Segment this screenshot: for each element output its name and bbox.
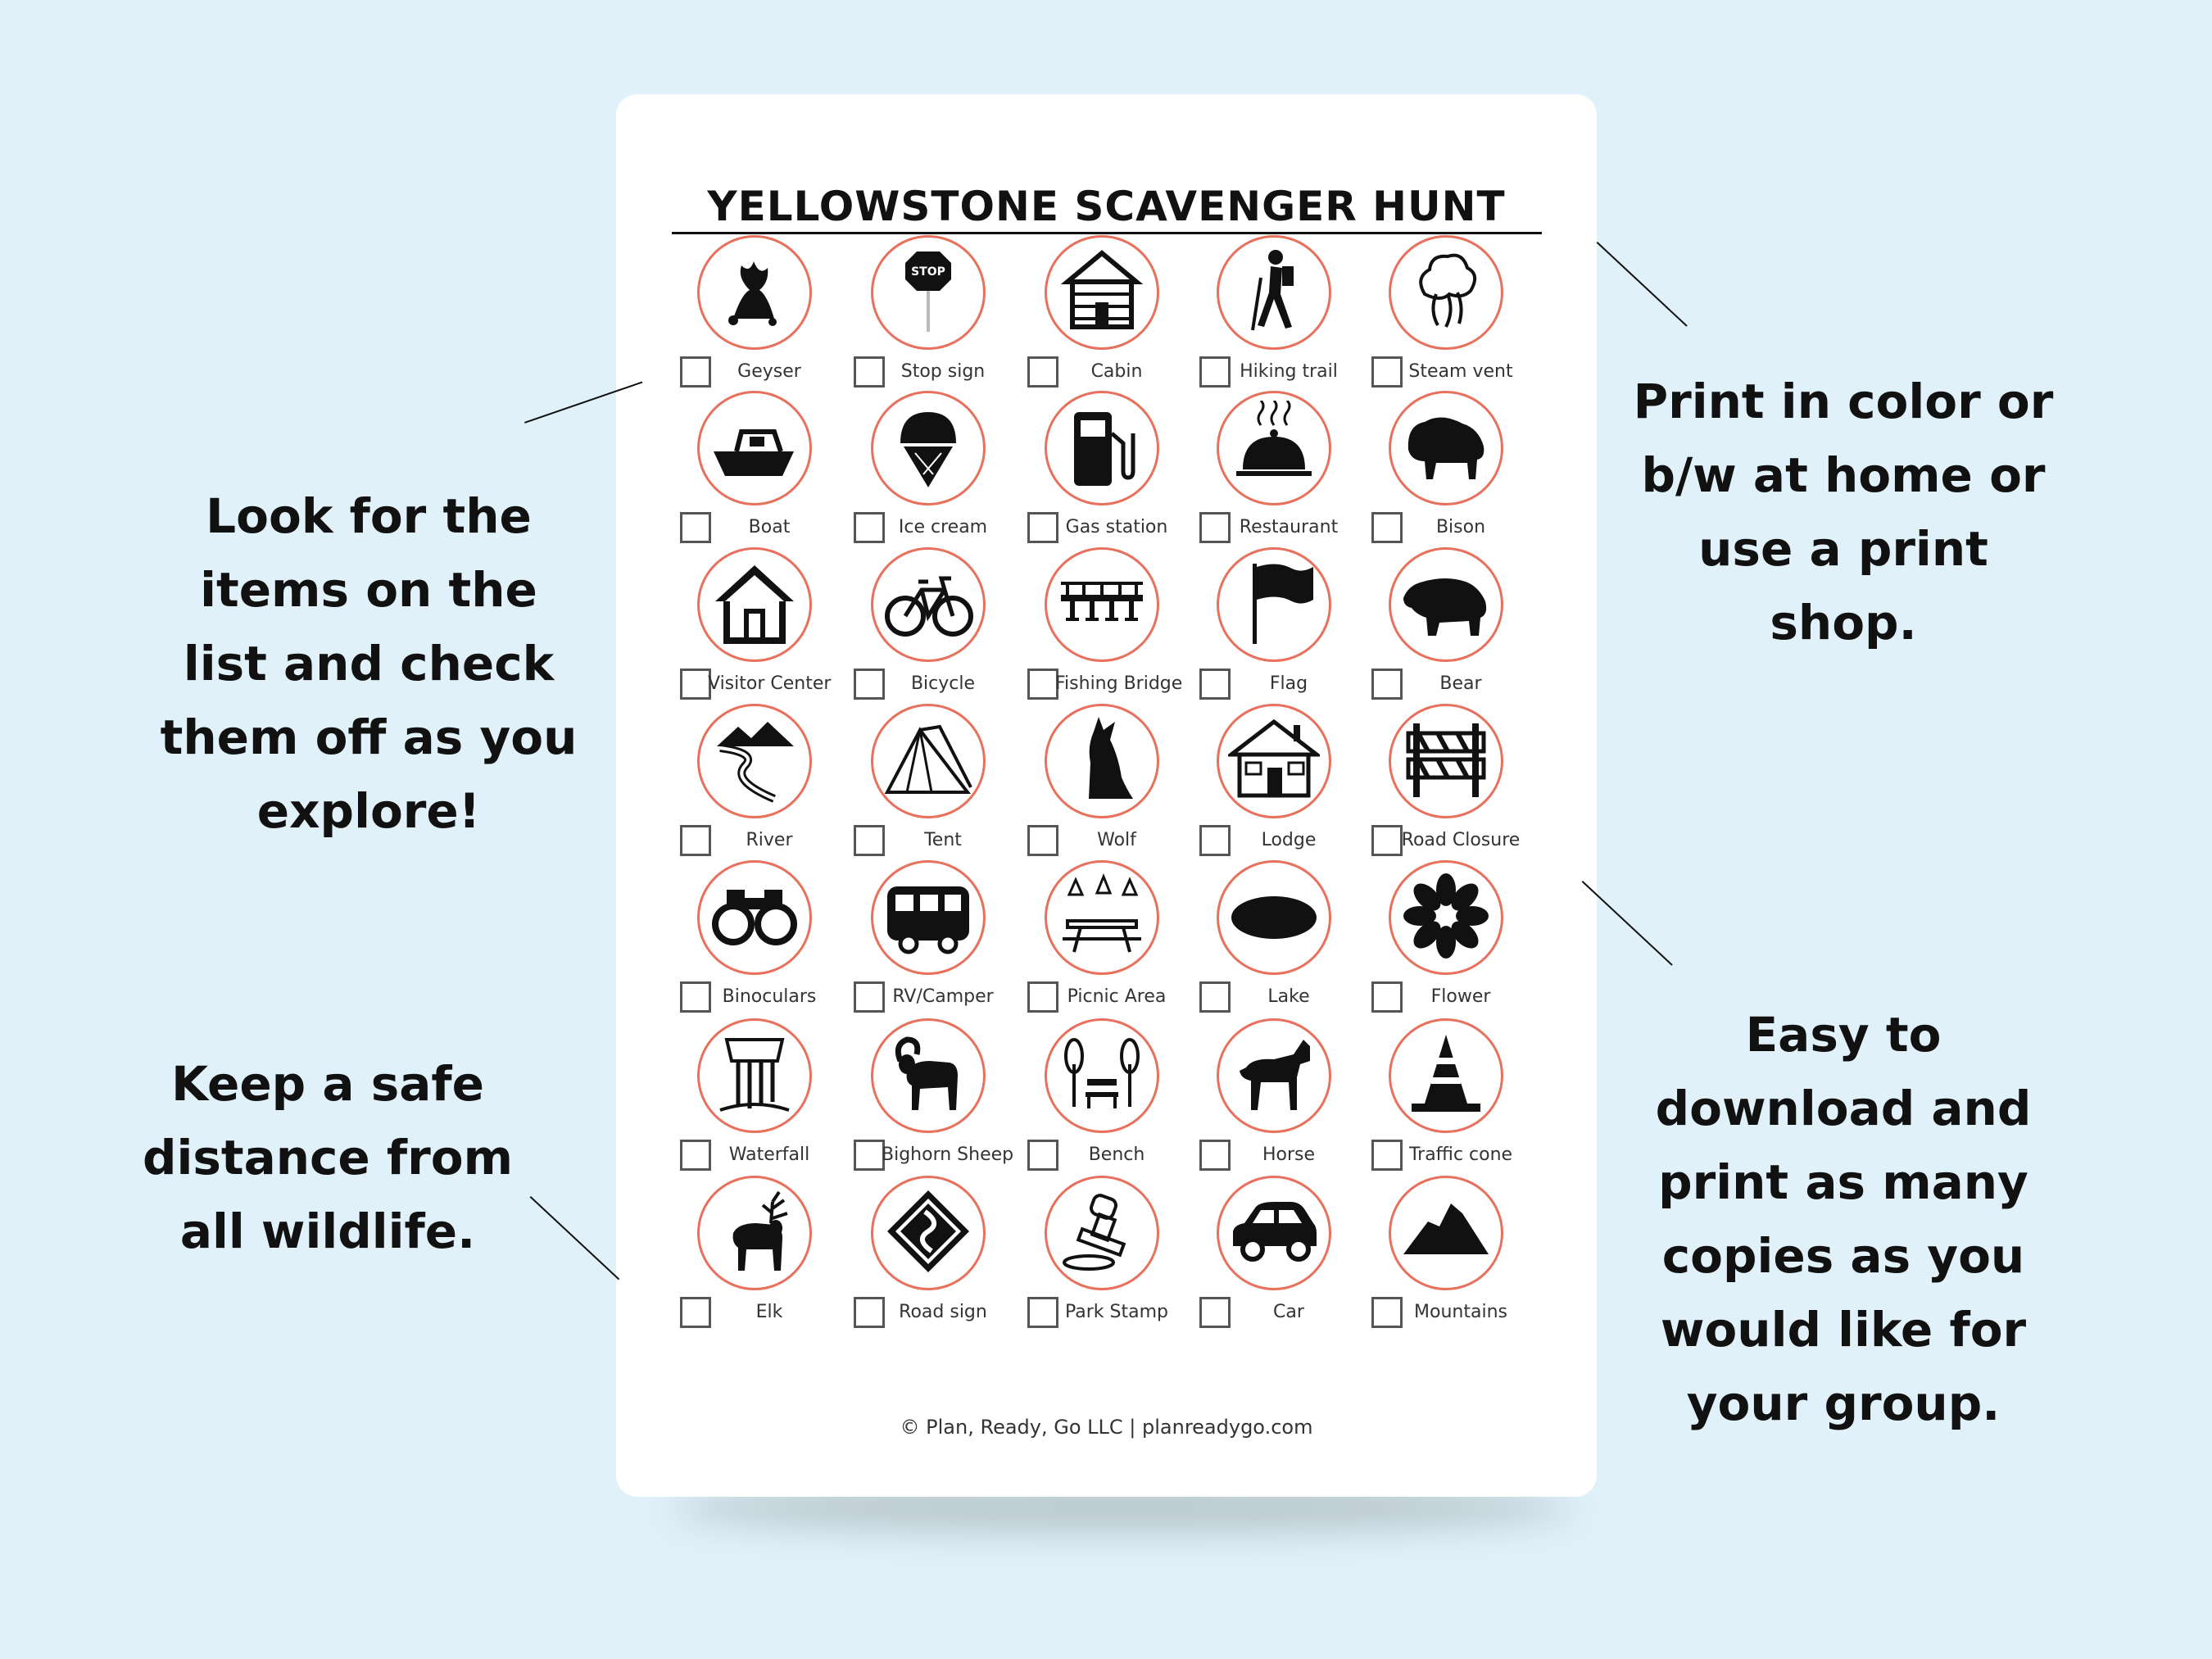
checklist-item	[1168, 547, 1340, 711]
item-checkbox[interactable]	[854, 356, 885, 388]
item-label: Wolf	[1097, 830, 1136, 850]
item-label: RV/Camper	[892, 986, 994, 1007]
bear-icon	[1400, 557, 1492, 652]
icon-circle	[1045, 860, 1159, 975]
checklist-item	[1340, 547, 1512, 711]
item-label: Fishing Bridge	[1055, 673, 1183, 694]
item-checkbox[interactable]	[1027, 1140, 1058, 1171]
item-checkbox[interactable]	[854, 512, 885, 543]
icon-circle	[1217, 547, 1331, 662]
stamp-icon	[1056, 1185, 1148, 1281]
icon-circle	[1045, 547, 1159, 662]
checklist-item	[1168, 235, 1340, 399]
stop-sign-icon	[882, 245, 974, 340]
wolf-icon	[1056, 714, 1148, 809]
icon-circle	[1217, 1176, 1331, 1290]
checklist-item	[1168, 391, 1340, 555]
item-checkbox[interactable]	[854, 1297, 885, 1328]
checklist-item	[1340, 1018, 1512, 1182]
river-icon	[709, 714, 800, 809]
lake-icon	[1228, 870, 1320, 965]
bench-icon	[1056, 1028, 1148, 1123]
checklist-item	[823, 547, 995, 711]
item-label: Bison	[1435, 517, 1486, 537]
item-checkbox[interactable]	[680, 1140, 711, 1171]
item-checkbox[interactable]	[1027, 669, 1058, 700]
icon-circle	[871, 547, 986, 662]
icon-circle	[1217, 704, 1331, 818]
binoculars-icon	[709, 870, 800, 965]
checklist-item	[649, 391, 821, 555]
item-label: Cabin	[1090, 361, 1143, 382]
item-checkbox[interactable]	[1199, 981, 1231, 1013]
checklist-item	[1168, 1018, 1340, 1182]
item-checkbox[interactable]	[1371, 512, 1403, 543]
item-label: Boat	[748, 517, 791, 537]
item-checkbox[interactable]	[1027, 825, 1058, 856]
item-label: Mountains	[1414, 1302, 1507, 1322]
icon-circle	[697, 704, 812, 818]
item-checkbox[interactable]	[1027, 512, 1058, 543]
item-checkbox[interactable]	[854, 825, 885, 856]
icon-circle	[1045, 391, 1159, 505]
icon-circle	[1389, 860, 1503, 975]
checklist-item	[1340, 860, 1512, 1024]
item-checkbox[interactable]	[1199, 825, 1231, 856]
lodge-icon	[1228, 714, 1320, 809]
icon-circle	[697, 235, 812, 350]
icon-circle	[1217, 235, 1331, 350]
icon-circle	[1389, 235, 1503, 350]
item-checkbox[interactable]	[680, 981, 711, 1013]
icon-circle	[697, 1018, 812, 1133]
item-checkbox[interactable]	[1371, 1297, 1403, 1328]
checklist-item	[823, 235, 995, 399]
flower-icon	[1400, 870, 1492, 965]
checklist-item	[649, 860, 821, 1024]
item-label: Elk	[755, 1302, 783, 1322]
icon-circle	[697, 860, 812, 975]
icon-circle	[1045, 1018, 1159, 1133]
item-label: Bighorn Sheep	[882, 1145, 1014, 1165]
checklist-item	[996, 391, 1168, 555]
icon-circle	[1045, 704, 1159, 818]
item-label: Park Stamp	[1064, 1302, 1168, 1322]
checklist-item	[823, 860, 995, 1024]
bridge-icon	[1056, 557, 1148, 652]
checklist-item	[996, 1176, 1168, 1339]
ice-cream-icon	[882, 401, 974, 496]
icon-circle	[1389, 704, 1503, 818]
checklist-item	[996, 547, 1183, 711]
bison-icon	[1400, 401, 1492, 496]
checklist-item	[649, 704, 821, 868]
item-checkbox[interactable]	[1027, 356, 1058, 388]
item-checkbox[interactable]	[1199, 669, 1231, 700]
cloche-icon	[1228, 401, 1320, 496]
item-checkbox[interactable]	[1027, 1297, 1058, 1328]
item-label: Bear	[1439, 673, 1482, 694]
icon-circle	[871, 235, 986, 350]
checklist-item	[996, 235, 1168, 399]
item-checkbox[interactable]	[1371, 981, 1403, 1013]
checklist-item	[996, 860, 1168, 1024]
item-label: Visitor Center	[708, 673, 832, 694]
checklist-item	[1340, 1176, 1512, 1339]
icon-circle	[871, 391, 986, 505]
checklist-item	[823, 704, 995, 868]
item-label: River	[746, 830, 793, 850]
checklist-item	[649, 235, 821, 399]
item-label: Traffic cone	[1408, 1145, 1513, 1165]
cabin-icon	[1056, 245, 1148, 340]
pointer-line-left-bottom	[530, 1196, 620, 1280]
bighorn-sheep-icon	[882, 1028, 974, 1123]
icon-circle	[697, 547, 812, 662]
callout-right-bottom: Easy to download and print as many copies as you would like for your group.	[1655, 1007, 2032, 1431]
item-checkbox[interactable]	[854, 1140, 885, 1171]
item-checkbox[interactable]	[680, 512, 711, 543]
item-label: Flag	[1269, 673, 1308, 694]
checklist-item	[1168, 860, 1340, 1024]
item-checkbox[interactable]	[854, 981, 885, 1013]
icon-circle	[1389, 1176, 1503, 1290]
checklist-item	[649, 1018, 821, 1182]
icon-circle	[1045, 235, 1159, 350]
item-label: Gas station	[1065, 517, 1168, 537]
item-checkbox[interactable]	[1199, 512, 1231, 543]
checklist-item	[1340, 391, 1512, 555]
car-icon	[1228, 1185, 1320, 1281]
item-label: Road sign	[899, 1302, 987, 1322]
checklist-item	[1168, 704, 1340, 868]
icon-circle	[871, 860, 986, 975]
pointer-line-right-top	[1597, 242, 1688, 327]
boat-icon	[709, 401, 800, 496]
item-label: Geyser	[737, 361, 801, 382]
item-checkbox[interactable]	[1199, 1297, 1231, 1328]
picnic-table-icon	[1056, 870, 1148, 965]
copyright-footer: © Plan, Ready, Go LLC | planreadygo.com	[900, 1416, 1313, 1439]
item-label: Lake	[1267, 986, 1310, 1007]
item-grid	[616, 94, 1597, 1497]
item-label: Lodge	[1261, 830, 1317, 850]
elk-icon	[709, 1185, 800, 1281]
item-checkbox[interactable]	[680, 825, 711, 856]
steam-icon	[1400, 245, 1492, 340]
icon-circle	[697, 1176, 812, 1290]
item-checkbox[interactable]	[854, 669, 885, 700]
item-label: Flower	[1430, 986, 1491, 1007]
callout-left-bottom: Keep a safe distance from all wildlife.	[142, 1056, 514, 1259]
item-label: Picnic Area	[1067, 986, 1167, 1007]
checklist-item	[649, 547, 832, 711]
item-checkbox[interactable]	[680, 1297, 711, 1328]
icon-circle	[1389, 1018, 1503, 1133]
mountains-icon	[1400, 1185, 1492, 1281]
gas-pump-icon	[1056, 401, 1148, 496]
sheet-title: YELLOWSTONE SCAVENGER HUNT	[707, 183, 1506, 230]
icon-circle	[697, 391, 812, 505]
checklist-item	[1168, 1176, 1340, 1339]
icon-circle	[871, 1018, 986, 1133]
icon-circle	[1217, 391, 1331, 505]
icon-circle	[1389, 547, 1503, 662]
item-label: Binoculars	[722, 986, 817, 1007]
barricade-icon	[1400, 714, 1492, 809]
flag-icon	[1228, 557, 1320, 652]
road-sign-icon	[882, 1185, 974, 1281]
svg-text:STOP: STOP	[911, 265, 945, 279]
item-label: Steam vent	[1408, 361, 1513, 382]
callout-right-top: Print in color or b/w at home or use a print shop.	[1633, 374, 2054, 650]
item-checkbox[interactable]	[680, 669, 711, 700]
item-checkbox[interactable]	[1371, 825, 1403, 856]
item-label: Stop sign	[900, 361, 986, 382]
icon-circle	[1217, 1018, 1331, 1133]
checklist-item	[1340, 704, 1521, 868]
item-label: Bicycle	[910, 673, 976, 694]
horse-icon	[1228, 1028, 1320, 1123]
item-label: Tent	[924, 830, 962, 850]
item-label: Hiking trail	[1240, 361, 1338, 382]
checklist-item	[996, 1018, 1168, 1182]
callout-left-top: Look for the items on the list and check them off as you explore!	[160, 488, 578, 839]
item-checkbox[interactable]	[680, 356, 711, 388]
item-checkbox[interactable]	[1371, 356, 1403, 388]
item-checkbox[interactable]	[1371, 669, 1403, 700]
bicycle-icon	[882, 557, 974, 652]
checklist-item	[823, 1018, 1014, 1182]
icon-circle	[1217, 860, 1331, 975]
item-checkbox[interactable]	[1199, 1140, 1231, 1171]
icon-circle	[871, 704, 986, 818]
rv-icon	[882, 870, 974, 965]
waterfall-icon	[709, 1028, 800, 1123]
item-label: Restaurant	[1239, 517, 1339, 537]
checklist-item	[649, 1176, 821, 1339]
checklist-item	[823, 1176, 995, 1339]
item-checkbox[interactable]	[1199, 356, 1231, 388]
item-checkbox[interactable]	[1027, 981, 1058, 1013]
hiker-icon	[1228, 245, 1320, 340]
scavenger-hunt-sheet	[616, 94, 1597, 1497]
tent-icon	[882, 714, 974, 809]
item-label: Road Closure	[1401, 830, 1521, 850]
geyser-icon	[709, 245, 800, 340]
item-checkbox[interactable]	[1371, 1140, 1403, 1171]
icon-circle	[1045, 1176, 1159, 1290]
item-label: Car	[1273, 1302, 1304, 1322]
item-label: Bench	[1088, 1145, 1145, 1165]
checklist-item	[996, 704, 1168, 868]
checklist-item	[1340, 235, 1512, 399]
item-label: Waterfall	[728, 1145, 810, 1165]
icon-circle	[871, 1176, 986, 1290]
item-label: Horse	[1262, 1145, 1316, 1165]
icon-circle	[1389, 391, 1503, 505]
house-icon	[709, 557, 800, 652]
item-label: Ice cream	[898, 517, 988, 537]
checklist-item	[823, 391, 995, 555]
traffic-cone-icon	[1400, 1028, 1492, 1123]
